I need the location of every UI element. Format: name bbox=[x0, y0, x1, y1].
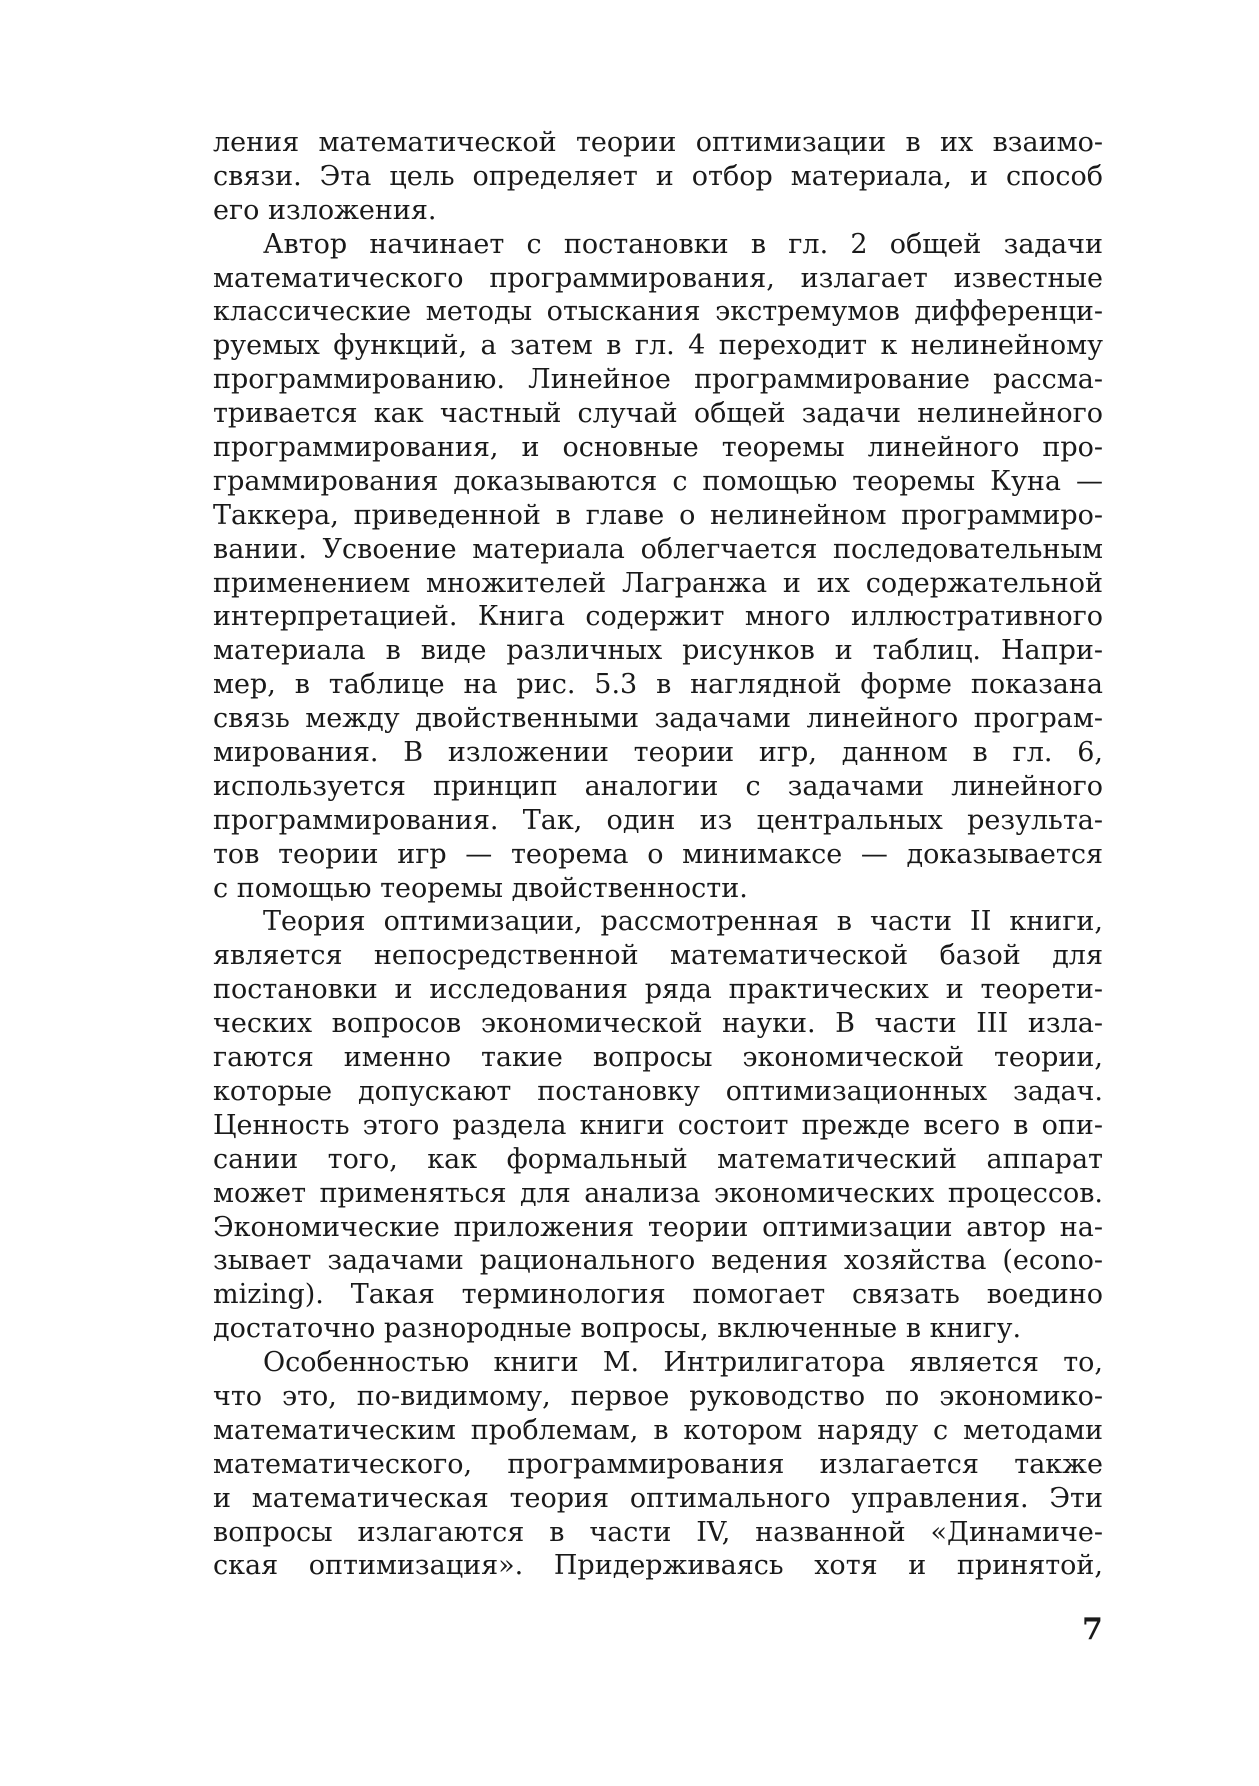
text-line: ления математической теории оптимизации в их взаимо- bbox=[213, 127, 1103, 158]
text-line: Экономические приложения теории оптимизации автор на- bbox=[213, 1211, 1103, 1243]
text-line: гаются именно такие вопросы экономической теории, bbox=[213, 1042, 1103, 1074]
text-line: что это, по-видимому, первое руководство по экономико- bbox=[213, 1380, 1103, 1412]
text-line: используется принцип аналогии с задачами линейного bbox=[213, 770, 1103, 802]
text-line: зывает задачами рационального ведения хозяйства (econo- bbox=[213, 1245, 1103, 1277]
text-line: граммирования доказываются с помощью теоремы Куна — bbox=[213, 465, 1103, 497]
text-line: тривается как частный случай общей задачи нелинейного bbox=[213, 398, 1103, 430]
text-line: Теория оптимизации, рассмотренная в части II книги, bbox=[263, 906, 1103, 938]
text-line: Особенностью книги М. Интрилигатора является то, bbox=[263, 1347, 1103, 1379]
paragraph bbox=[213, 228, 1103, 906]
text-line: вании. Усвоение материала облегчается последовательным bbox=[213, 533, 1103, 565]
text-line: которые допускают постановку оптимизационных задач. bbox=[213, 1075, 1103, 1107]
text-line: вопросы излагаются в части IV, названной «Динамиче- bbox=[213, 1516, 1103, 1548]
text-line: мер, в таблице на рис. 5.3 в наглядной форме показана bbox=[213, 669, 1103, 701]
text-line: программирования. Так, один из центральных результа- bbox=[213, 804, 1103, 836]
text-line: ческих вопросов экономической науки. В части III изла- bbox=[213, 1008, 1103, 1040]
text-line: мирования. В изложении теории игр, данном в гл. 6, bbox=[213, 737, 1103, 769]
text-line: является непосредственной математической базой для bbox=[213, 940, 1103, 972]
text-line: Автор начинает с постановки в гл. 2 общей задачи bbox=[263, 228, 1103, 260]
text-line: ская оптимизация». Придерживаясь хотя и принятой, bbox=[213, 1550, 1103, 1582]
text-line: математическим проблемам, в котором наряду с методами bbox=[213, 1414, 1103, 1446]
text-line: mizing). Такая терминология помогает связать воедино bbox=[213, 1279, 1103, 1311]
text-line: может применяться для анализа экономических процессов. bbox=[213, 1177, 1103, 1209]
text-line: математического, программирования излагается также bbox=[213, 1448, 1103, 1480]
paragraph bbox=[213, 1346, 1103, 1583]
text-line: связь между двойственными задачами линейного програм- bbox=[213, 703, 1103, 735]
paragraph bbox=[213, 126, 1103, 228]
text-line: программирования, и основные теоремы линейного про- bbox=[213, 432, 1103, 464]
body-text bbox=[213, 126, 1103, 1583]
text-line: Таккера, приведенной в главе о нелинейном программиро- bbox=[213, 499, 1103, 531]
text-line: сании того, как формальный математический аппарат bbox=[213, 1143, 1103, 1175]
paragraph bbox=[213, 905, 1103, 1346]
text-line: достаточно разнородные вопросы, включенные в книгу. bbox=[213, 1313, 1022, 1345]
text-line: руемых функций, а затем в гл. 4 переходит к нелинейному bbox=[213, 330, 1103, 362]
text-line: тов теории игр — теорема о минимаксе — доказывается bbox=[213, 838, 1103, 870]
text-line: Ценность этого раздела книги состоит прежде всего в опи- bbox=[213, 1109, 1103, 1141]
text-line: классические методы отыскания экстремумов дифференци- bbox=[213, 296, 1103, 328]
text-line: с помощью теоремы двойственности. bbox=[213, 872, 748, 904]
text-line: связи. Эта цель определяет и отбор материала, и способ bbox=[213, 160, 1103, 192]
page-number: 7 bbox=[1082, 1612, 1103, 1647]
text-line: программированию. Линейное программирование рассма- bbox=[213, 364, 1103, 396]
text-line: применением множителей Лагранжа и их содержательной bbox=[213, 567, 1103, 599]
text-line: материала в виде различных рисунков и таблиц. Напри- bbox=[213, 635, 1103, 667]
text-line: интерпретацией. Книга содержит много иллюстративного bbox=[213, 601, 1103, 633]
text-line: постановки и исследования ряда практических и теорети- bbox=[213, 974, 1103, 1006]
text-line: математического программирования, излагает известные bbox=[213, 262, 1103, 294]
text-line: его изложения. bbox=[213, 194, 437, 226]
text-line: и математическая теория оптимального управления. Эти bbox=[213, 1482, 1103, 1514]
